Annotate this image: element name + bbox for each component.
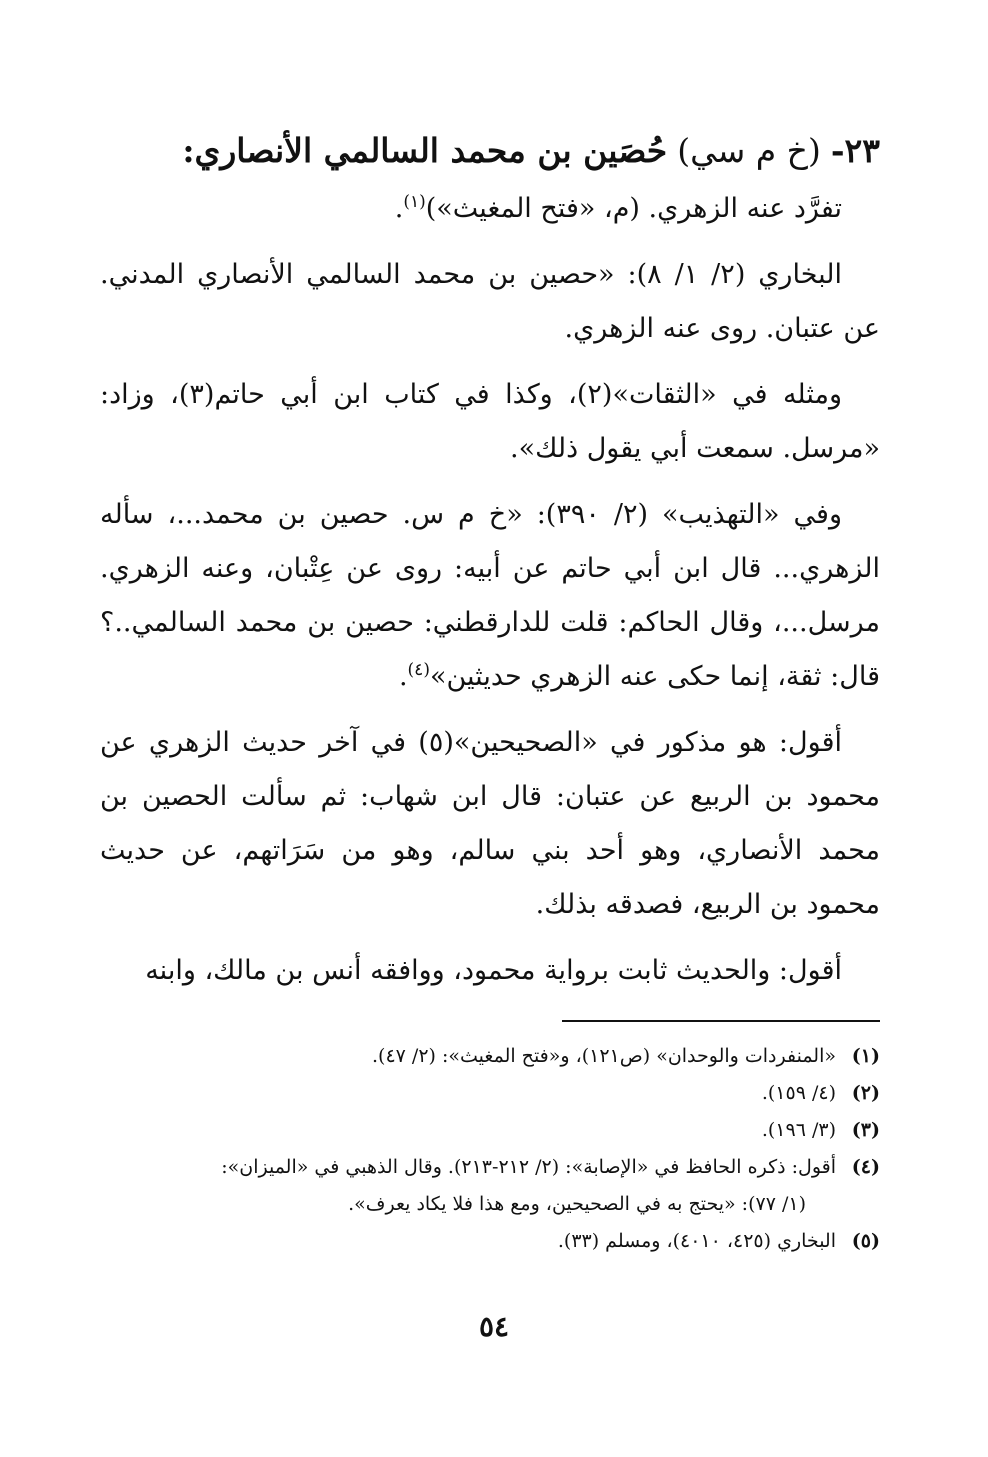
footnote-number: (١) bbox=[851, 1045, 880, 1067]
paragraph bbox=[100, 488, 880, 704]
paragraph-text: البخاري (٢/ ١/ ٨): «حصين بن محمد السالمي الأنصاري المدني. عن عتبان. روى عنه الزهري. bbox=[100, 259, 880, 344]
footnote-ref: (١) bbox=[403, 192, 426, 212]
paragraph-text: وفي «التهذيب» (٢/ ٣٩٠): «خ م س. حصين بن محمد...، سأله الزهري... قال ابن أبي حاتم عن أبيه: روى عن عِتْبان، وعنه الزهري. مرسل...، وقال الحاكم: قلت للدارقطني: حصين بن محمد السالمي..؟ قال: ثقة، إنما حكى عنه الزهري حديثين» bbox=[100, 499, 880, 692]
footnotes bbox=[100, 1038, 880, 1260]
footnote bbox=[100, 1149, 880, 1186]
footnote-number: (٢) bbox=[851, 1082, 880, 1104]
footnote bbox=[100, 1038, 880, 1075]
footnote-text: البخاري (٤٢٥، ٤٠١٠)، ومسلم (٣٣). bbox=[557, 1230, 836, 1252]
paragraph bbox=[100, 368, 880, 476]
entry-name: حُصَين بن محمد السالمي الأنصاري: bbox=[182, 131, 668, 170]
paragraph-end: . bbox=[398, 661, 408, 692]
footnote-text: (٤/ ١٥٩). bbox=[761, 1082, 836, 1104]
entry-sigla: (خ م سي) bbox=[677, 131, 821, 170]
footnote bbox=[100, 1223, 880, 1260]
paragraph bbox=[100, 944, 880, 998]
paragraph-text: تفرَّد عنه الزهري. (م، «فتح المغيث») bbox=[425, 193, 842, 224]
paragraph-text: أقول: هو مذكور في «الصحيحين»(٥) في آخر حديث الزهري عن محمود بن الربيع عن عتبان: قال ابن شهاب: ثم سألت الحصين بن محمد الأنصاري، وهو أحد بني سالم، وهو من سَرَاتهم، عن حديث محمود بن الربيع، فصدقه بذلك. bbox=[100, 727, 880, 920]
footnote-text: «المنفردات والوحدان» (ص١٢١)، و«فتح المغيث»: (٢/ ٤٧). bbox=[372, 1045, 836, 1067]
footnote-divider bbox=[562, 1020, 880, 1022]
page-number: ٥٤ bbox=[478, 1310, 510, 1343]
footnote bbox=[100, 1075, 880, 1112]
paragraph bbox=[100, 716, 880, 932]
footnote-text: (٣/ ١٩٦). bbox=[761, 1119, 836, 1141]
footnote-continuation: (١/ ٧٧): «يحتج به في الصحيحين، ومع هذا فلا يكاد يعرف». bbox=[348, 1193, 806, 1215]
paragraph-text: أقول: والحديث ثابت برواية محمود، ووافقه أنس بن مالك، وابنه bbox=[145, 955, 842, 986]
entry-heading bbox=[100, 128, 880, 174]
footnote-ref: (٤) bbox=[407, 660, 430, 680]
paragraph-text: ومثله في «الثقات»(٢)، وكذا في كتاب ابن أبي حاتم(٣)، وزاد: «مرسل. سمعت أبي يقول ذلك». bbox=[100, 379, 880, 464]
footnote-number: (٤) bbox=[851, 1156, 880, 1178]
paragraph bbox=[100, 248, 880, 356]
footnote-text: أقول: ذكره الحافظ في «الإصابة»: (٢/ ٢١٢-٢١٣). وقال الذهبي في «الميزان»: bbox=[221, 1156, 836, 1178]
main-text bbox=[100, 128, 880, 1010]
footnote bbox=[100, 1112, 880, 1149]
paragraph bbox=[100, 182, 880, 236]
footnote-number: (٣) bbox=[851, 1119, 880, 1141]
footnote-number: (٥) bbox=[851, 1230, 880, 1252]
paragraph-end: . bbox=[394, 193, 404, 224]
entry-number: ٢٣- bbox=[830, 131, 880, 170]
